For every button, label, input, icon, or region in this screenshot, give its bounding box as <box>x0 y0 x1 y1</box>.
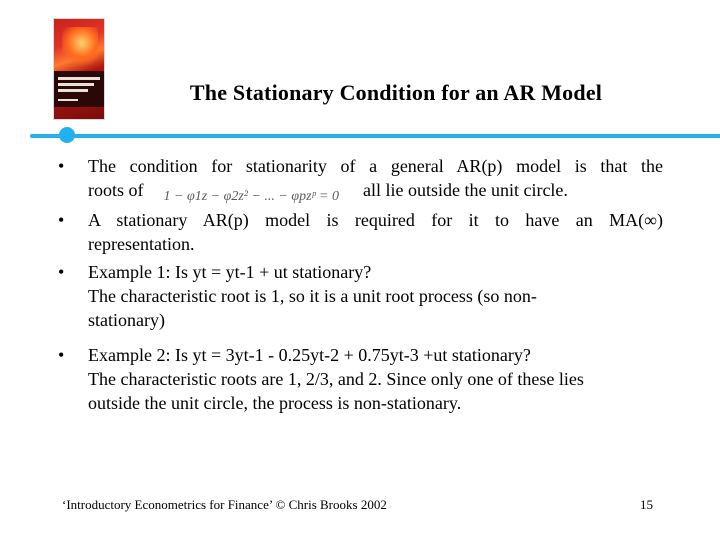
cover-graphic <box>62 27 98 67</box>
example-equation: yt = 3yt-1 - 0.25yt-2 + 0.75yt-3 +ut <box>192 345 448 365</box>
bullet-line <box>88 178 663 209</box>
bullet-marker: • <box>58 156 65 176</box>
bullet-ma-representation <box>58 208 663 256</box>
divider-dot <box>59 127 75 143</box>
bullet-line: The condition for stationarity of a general AR(p) model is that the <box>88 156 663 176</box>
example-question: stationary? <box>287 262 372 282</box>
bullet-stationarity-condition <box>58 154 663 209</box>
bullet-marker: • <box>58 210 65 230</box>
bullet-line: stationary) <box>88 310 165 330</box>
bullet-body <box>88 343 663 415</box>
bullet-line: The characteristic roots are 1, 2/3, and 2. Since only one of these lies <box>88 369 584 389</box>
roots-of-text: roots of <box>88 180 144 200</box>
slide-title: The Stationary Condition for an AR Model <box>189 80 603 105</box>
bullet-line: representation. <box>88 234 195 254</box>
characteristic-equation-formula <box>164 185 339 209</box>
bullet-line: outside the unit circle, the process is non-stationary. <box>88 393 462 413</box>
page-number: 15 <box>640 497 653 512</box>
bullet-example-2 <box>58 343 663 415</box>
example-label: Example 2: Is <box>88 345 193 365</box>
bullet-line: The characteristic root is 1, so it is a unit root process (so non- <box>88 286 537 306</box>
footer-citation: ‘Introductory Econometrics for Finance’ © Chris Brooks 2002 <box>62 497 387 512</box>
bullet-marker: • <box>58 345 65 365</box>
bullet-body <box>88 208 663 256</box>
bullet-line: A stationary AR(p) model is required for it to have an MA(∞) <box>88 210 663 230</box>
outside-unit-circle-text: all lie outside the unit circle. <box>362 180 568 200</box>
bullet-line <box>88 260 663 284</box>
formula-text: 1 − φ1z − φ2z² − ... − φpzᵖ = 0 <box>163 189 339 204</box>
title-divider <box>30 134 720 138</box>
example-question: stationary? <box>447 345 531 365</box>
bullet-body <box>88 154 663 209</box>
bullet-example-1 <box>58 260 663 332</box>
bullet-marker: • <box>58 262 65 282</box>
bullet-line <box>88 343 663 367</box>
bullet-body <box>88 260 663 332</box>
example-equation: yt = yt-1 + ut <box>192 262 288 282</box>
example-label: Example 1: Is <box>88 262 193 282</box>
